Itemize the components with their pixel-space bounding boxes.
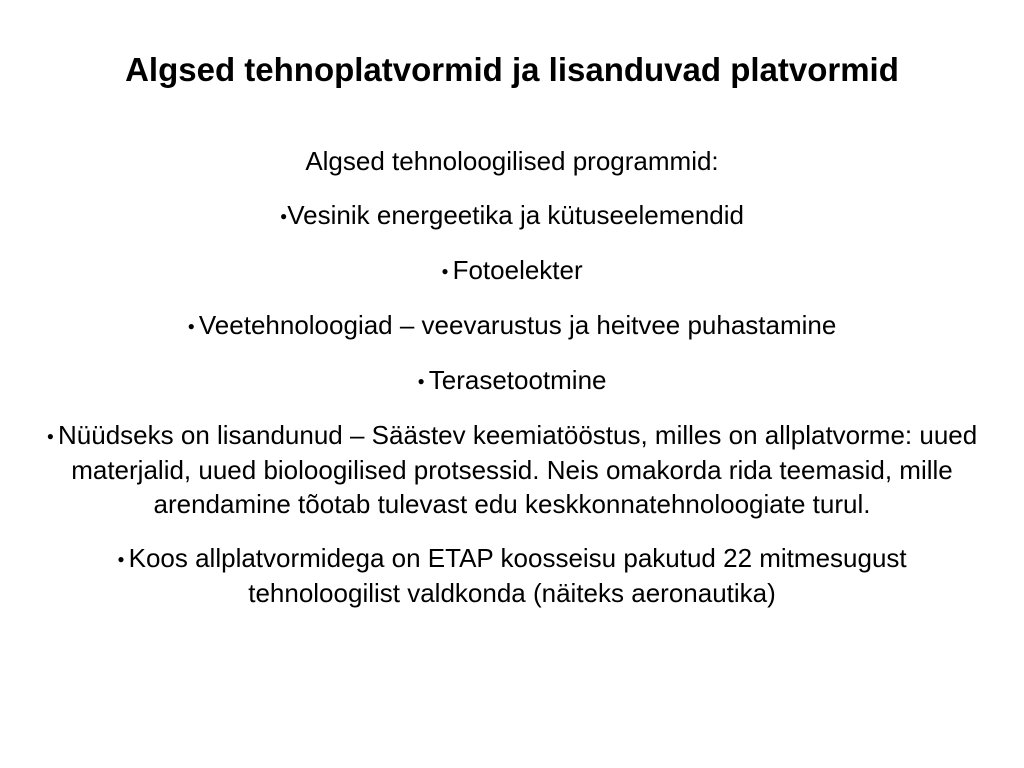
bullet-item — [40, 198, 984, 233]
slide-title: Algsed tehnoplatvormid ja lisanduvad platvormid — [125, 51, 899, 88]
bullet-text: Veetehnoloogiad – veevarustus ja heitvee puhastamine — [198, 310, 837, 340]
bullet-dot-icon: ● — [280, 209, 288, 223]
bullet-item — [40, 308, 984, 343]
bullet-dot-icon: ● — [117, 552, 125, 566]
slide-content — [40, 144, 984, 630]
bullet-text: Terasetootmine — [428, 365, 607, 395]
bullet-text: Fotoelekter — [452, 255, 583, 285]
bullet-item — [40, 541, 984, 610]
bullet-dot-icon: ● — [187, 319, 195, 333]
bullet-text: Vesinik energeetika ja kütuseelemendid — [287, 200, 744, 230]
bullet-item — [40, 253, 984, 288]
subtitle: Algsed tehnoloogilised programmid: — [305, 146, 719, 176]
bullet-dot-icon: ● — [46, 429, 55, 443]
bullet-dot-icon: ● — [441, 264, 449, 278]
bullet-text: Nüüdseks on lisandunud – Säästev keemiatööstus, milles on allplatvorme: uued materjalid, uued bioloogilised protsessid. Neis omakorda rida teemasid, mille arendamine tõotab tulevast edu keskkonnatehnoloogiate turul. — [58, 420, 978, 519]
bullet-dot-icon: ● — [417, 374, 425, 388]
bullet-item — [40, 418, 984, 521]
bullet-item — [40, 363, 984, 398]
bullet-text: Koos allplatvormidega on ETAP koosseisu pakutud 22 mitmesugust tehnoloogilist valdkonda (näiteks aeronautika) — [128, 543, 907, 608]
